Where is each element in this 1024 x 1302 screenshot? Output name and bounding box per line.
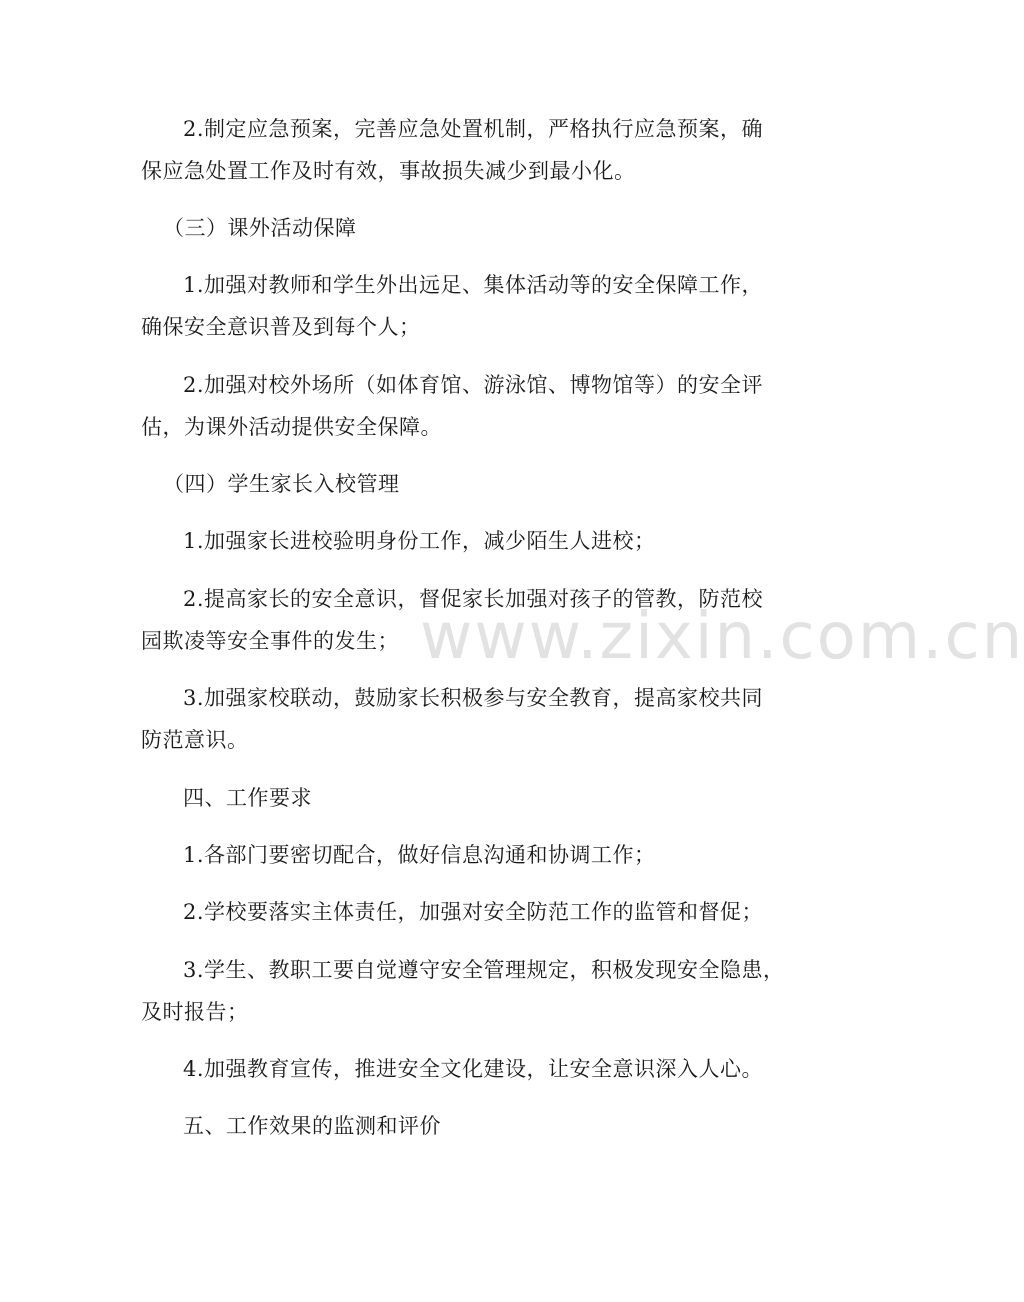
text-line: 1.加强家长进校验明身份工作，减少陌生人进校； (183, 529, 656, 553)
text-line: 园欺凌等安全事件的发生； (141, 629, 399, 653)
text-line: 3.学生、教职工要自觉遵守安全管理规定，积极发现安全隐患， (183, 958, 785, 982)
text-line: 2.学校要落实主体责任，加强对安全防范工作的监管和督促； (183, 900, 764, 924)
text-line: 保应急处置工作及时有效，事故损失减少到最小化。 (141, 159, 636, 183)
text-line: 4.加强教育宣传，推进安全文化建设，让安全意识深入人心。 (183, 1057, 764, 1081)
text-line: 2.提高家长的安全意识，督促家长加强对孩子的管教，防范校 (183, 587, 764, 611)
text-line: 2.加强对校外场所（如体育馆、游泳馆、博物馆等）的安全评 (183, 373, 764, 397)
text-line: 及时报告； (141, 1000, 249, 1024)
text-line: 2.制定应急预案，完善应急处置机制，严格执行应急预案，确 (183, 117, 764, 141)
section-heading: （三）课外活动保障 (163, 216, 357, 240)
text-line: 防范意识。 (141, 728, 249, 752)
watermark: www.zixin.com.cn (420, 600, 1024, 674)
text-line: 确保安全意识普及到每个人； (141, 315, 421, 339)
text-line: 3.加强家校联动，鼓励家长积极参与安全教育，提高家校共同 (183, 686, 764, 710)
section-heading: 四、工作要求 (183, 786, 312, 810)
text-line: 1.各部门要密切配合，做好信息沟通和协调工作； (183, 843, 656, 867)
section-heading: 五、工作效果的监测和评价 (183, 1114, 441, 1138)
text-line: 1.加强对教师和学生外出远足、集体活动等的安全保障工作， (183, 273, 764, 297)
section-heading: （四）学生家长入校管理 (163, 472, 400, 496)
text-line: 估，为课外活动提供安全保障。 (141, 415, 442, 439)
